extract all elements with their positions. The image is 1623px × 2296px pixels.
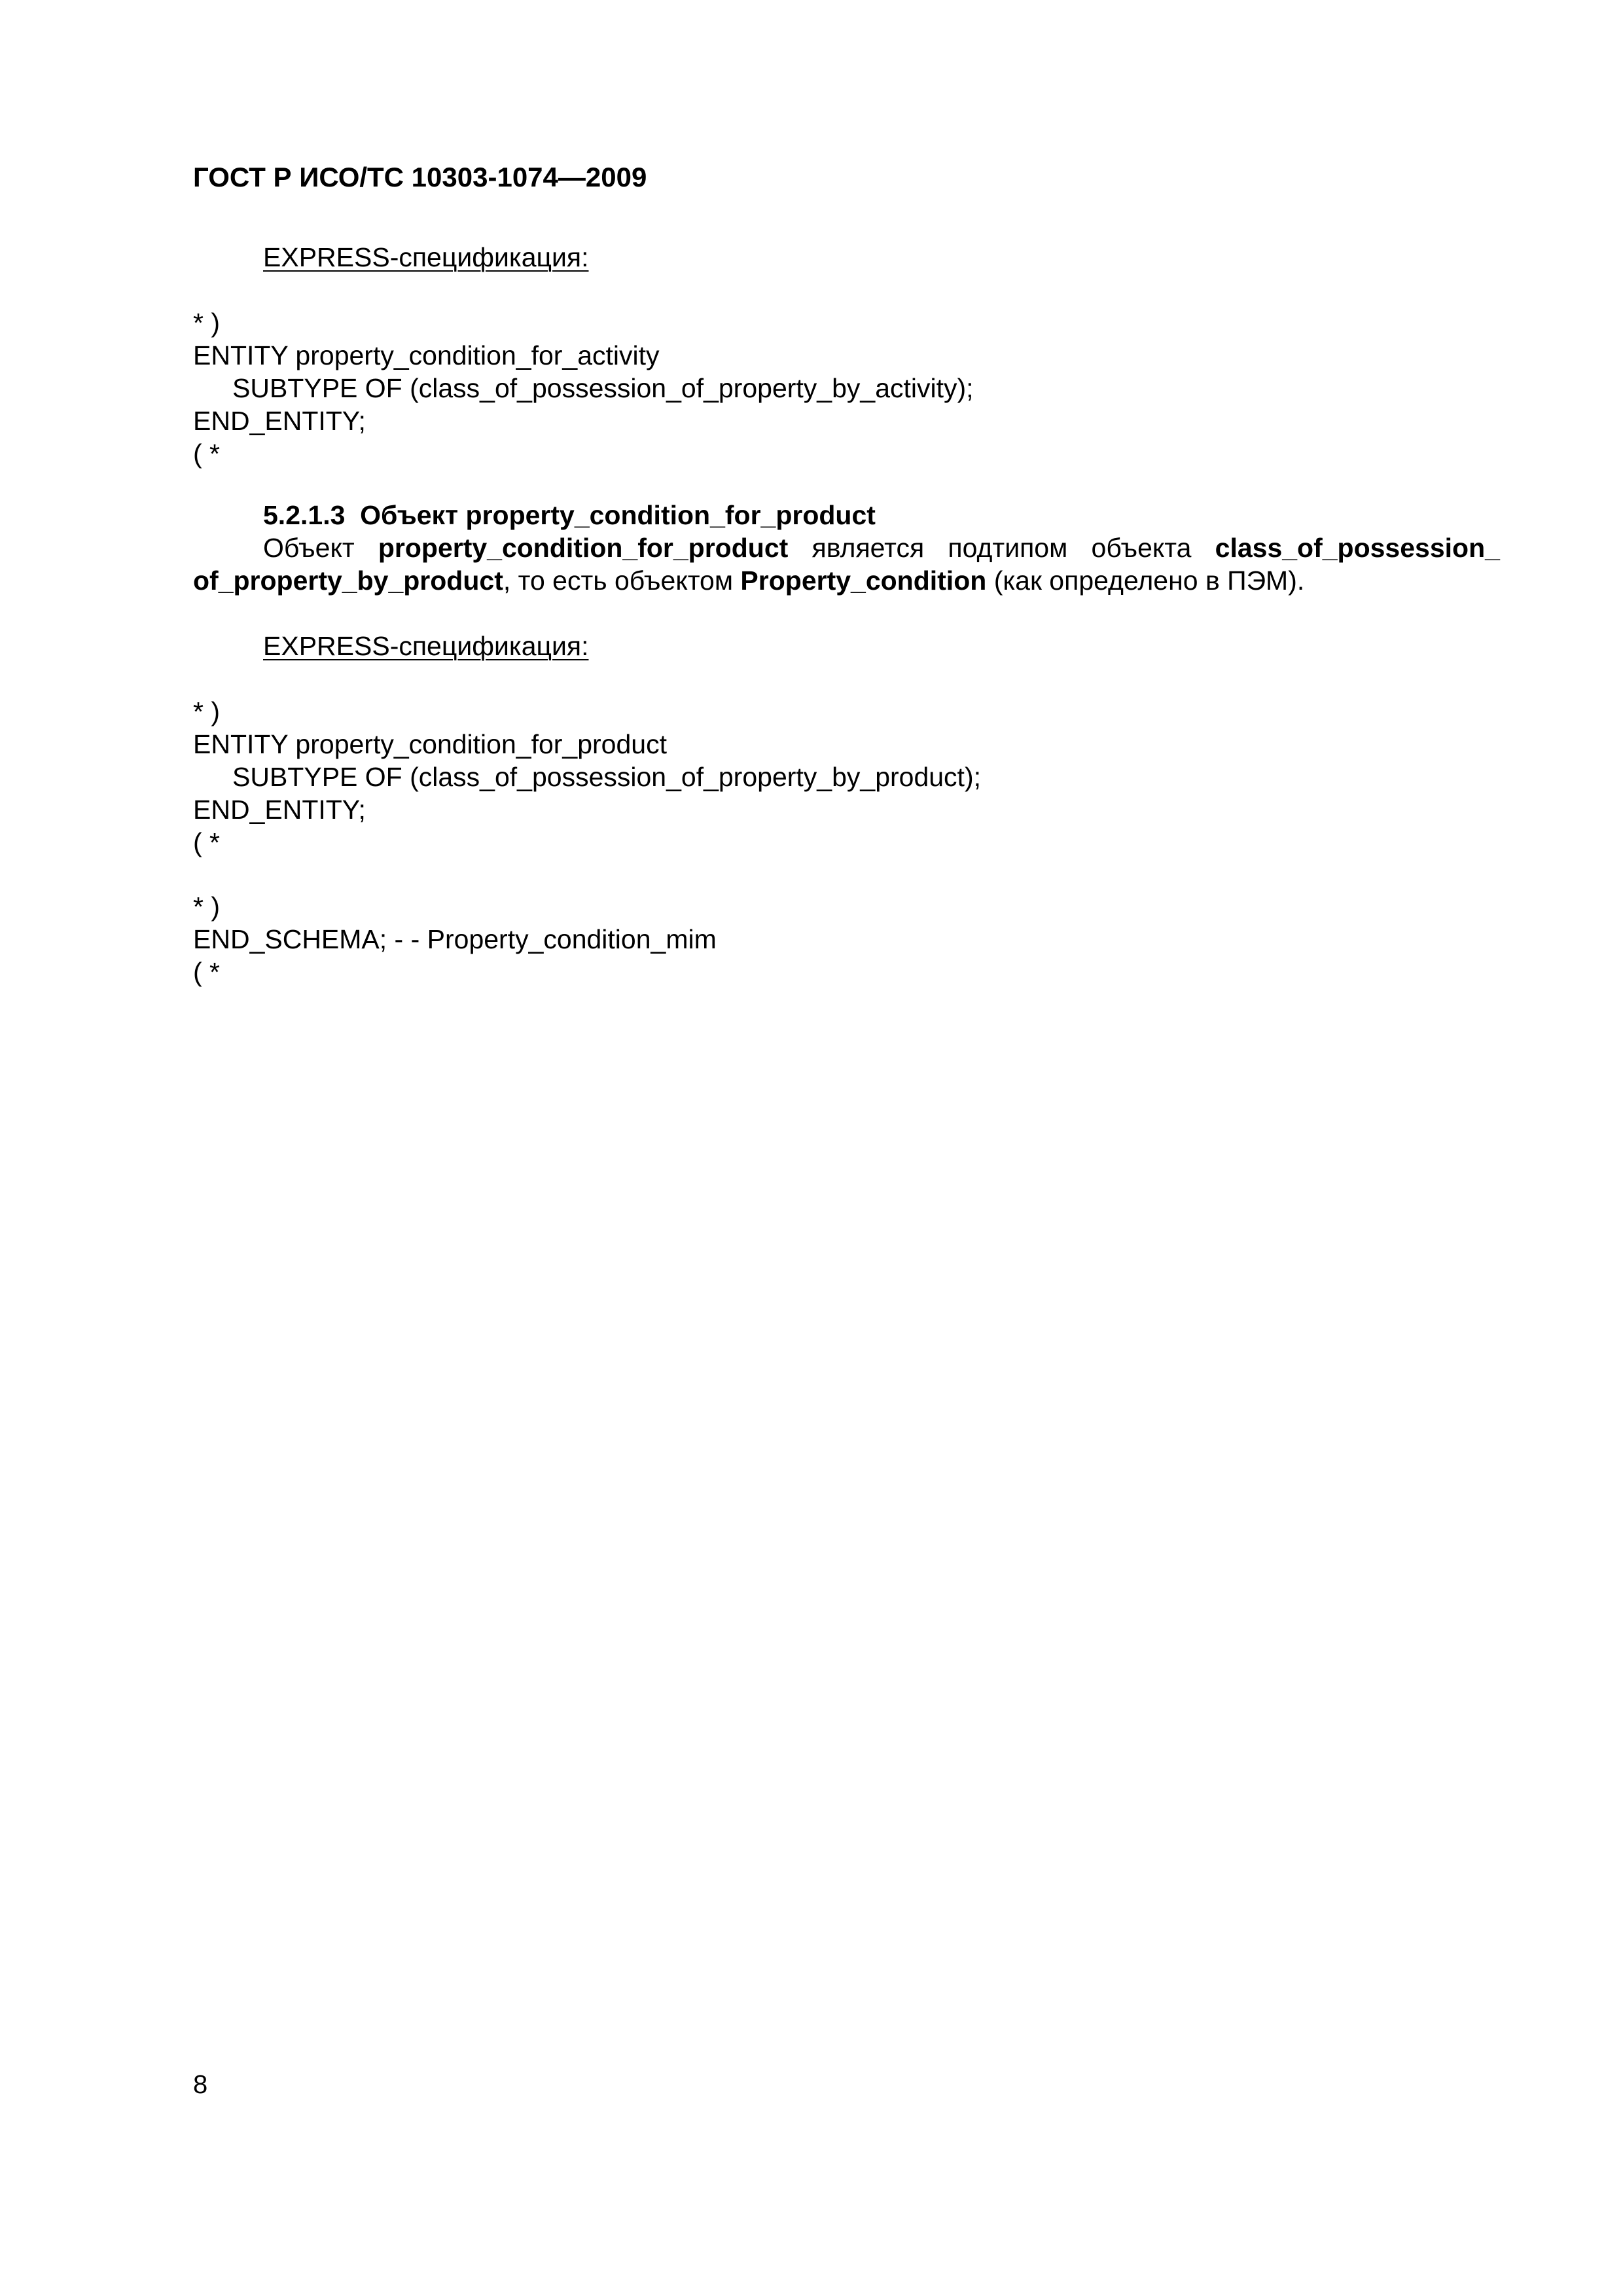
- section-heading: 5.2.1.3 Объект property_condition_for_product: [263, 500, 876, 530]
- code-line: END_SCHEMA; - - Property_condition_mim: [193, 924, 717, 954]
- paragraph-line-2: [193, 564, 1500, 597]
- paragraph-word: Объект: [263, 533, 355, 563]
- code-line: * ): [193, 696, 220, 726]
- code-line: SUBTYPE OF (class_of_possession_of_property_by_activity);: [232, 373, 974, 403]
- paragraph-term: of_property_by_product: [193, 565, 503, 596]
- code-line: ( *: [193, 957, 220, 987]
- express-spec-label-1: EXPRESS-спецификация:: [263, 242, 589, 272]
- paragraph-term: property_condition_for_product: [378, 533, 789, 563]
- express-code-block-1: [193, 306, 974, 470]
- paragraph-line-1: [193, 531, 1500, 564]
- code-line: SUBTYPE OF (class_of_possession_of_property_by_product);: [232, 762, 981, 792]
- page-number: 8: [193, 2070, 208, 2099]
- section-paragraph: [193, 531, 1500, 597]
- paragraph-term: class_of_possession_: [1215, 533, 1500, 563]
- code-line: ( *: [193, 439, 220, 469]
- code-line: ( *: [193, 827, 220, 857]
- paragraph-word: является: [812, 533, 925, 563]
- paragraph-text: (как определено в ПЭМ).: [986, 565, 1305, 596]
- paragraph-text: , то есть объектом: [503, 565, 741, 596]
- express-spec-label-2: EXPRESS-спецификация:: [263, 631, 589, 661]
- document-header: ГОСТ Р ИСО/ТС 10303-1074—2009: [193, 162, 647, 192]
- code-line: * ): [193, 308, 220, 338]
- code-line: ENTITY property_condition_for_activity: [193, 340, 660, 370]
- paragraph-term: Property_condition: [740, 565, 987, 596]
- express-code-block-3: [193, 890, 717, 988]
- express-code-block-2: [193, 695, 981, 859]
- paragraph-word: подтипом: [948, 533, 1068, 563]
- code-line: ENTITY property_condition_for_product: [193, 729, 667, 759]
- code-line: END_ENTITY;: [193, 406, 366, 436]
- code-line: END_ENTITY;: [193, 795, 366, 825]
- paragraph-word: объекта: [1091, 533, 1192, 563]
- code-line: * ): [193, 891, 220, 922]
